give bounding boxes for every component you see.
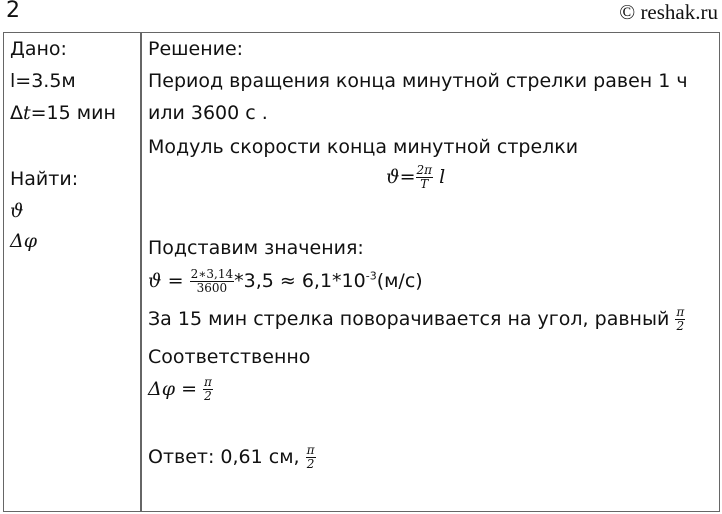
pi: π	[204, 375, 212, 389]
pi-half	[306, 444, 316, 471]
f2-unit: (м/с)	[376, 270, 423, 292]
f1-den: T	[420, 177, 429, 191]
given-title: Дано:	[10, 38, 67, 60]
copyright: © reshak.ru	[619, 0, 718, 24]
f2-exp: -3	[365, 269, 377, 283]
f3-lhs: Δφ =	[148, 378, 204, 400]
answer	[148, 444, 316, 471]
f1-num: 2π	[416, 163, 433, 177]
solution-line-4: Подставим значения:	[148, 237, 364, 259]
given-length: l=3.5м	[10, 70, 76, 92]
solution-title: Решение:	[148, 38, 244, 60]
given-time	[10, 102, 116, 124]
pi-half	[675, 306, 685, 333]
find-velocity: ϑ	[10, 200, 24, 222]
t-var: t	[23, 102, 31, 124]
find-angle: Δφ	[10, 230, 38, 252]
formula-substitution	[148, 268, 423, 295]
page-number: 2	[6, 0, 20, 23]
f2-lhs: ϑ =	[148, 270, 190, 292]
f1-rhs: l	[439, 166, 446, 188]
solution-line-2: или 3600 с .	[148, 102, 268, 124]
f2-rhs: *3,5 ≈ 6,1*10	[234, 270, 366, 292]
f1-fraction	[416, 164, 434, 191]
f2-fraction	[190, 268, 235, 295]
answer-text: Ответ: 0,61 см,	[148, 446, 306, 468]
formula-velocity	[386, 164, 445, 191]
line5-text: За 15 мин стрелка поворачивается на угол, равный	[148, 308, 676, 330]
formula-angle	[148, 376, 213, 403]
two: 2	[676, 319, 685, 333]
solution-line-1: Период вращения конца минутной стрелки равен 1 ч	[148, 70, 688, 92]
f2-den: 3600	[196, 281, 228, 295]
solution-line-5	[148, 306, 685, 333]
pi: π	[306, 443, 315, 457]
find-title: Найти:	[10, 168, 79, 190]
solution-line-6: Соответственно	[148, 346, 311, 368]
f2-num: 2∗3,14	[190, 267, 234, 281]
pi: π	[676, 305, 685, 319]
column-divider	[140, 32, 142, 512]
delta: Δ	[10, 102, 23, 124]
f1-lhs: ϑ=	[386, 166, 416, 188]
two: 2	[204, 389, 212, 403]
t-value: =15 мин	[30, 102, 116, 124]
two: 2	[306, 457, 315, 471]
pi-half	[203, 376, 213, 403]
solution-line-3: Модуль скорости конца минутной стрелки	[148, 136, 579, 158]
